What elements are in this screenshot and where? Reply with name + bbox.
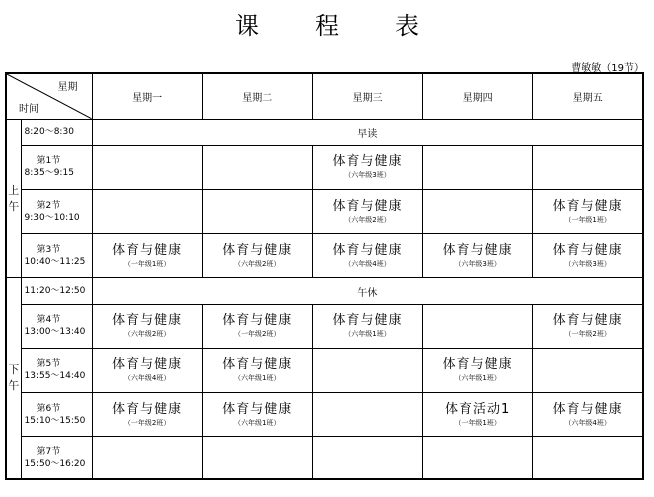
period-row [6, 190, 643, 234]
course-name: 体育与健康 [222, 242, 293, 258]
corner-cell [6, 73, 92, 119]
schedule-cell [92, 190, 202, 234]
period-name: 第4节 [36, 315, 61, 326]
page-title [0, 6, 654, 41]
period-row [6, 437, 643, 479]
am-char: 午 [8, 199, 20, 213]
schedule-cell [312, 348, 422, 392]
period-time: 15:10～15:50 [24, 415, 86, 426]
time-cell [21, 278, 92, 304]
class-name: （一年级1班） [454, 418, 501, 427]
period-name: 第7节 [36, 446, 61, 457]
pm-char: 下 [8, 363, 20, 377]
day-header: 星期一 [92, 73, 202, 119]
course-name: 体育与健康 [552, 401, 623, 417]
course-name: 体育与健康 [112, 242, 183, 258]
course-name: 体育与健康 [332, 313, 403, 329]
period-row [6, 234, 643, 278]
class-name: （六年级4班） [123, 374, 171, 383]
course-name: 体育与健康 [222, 401, 293, 417]
schedule-cell [202, 190, 312, 234]
course-name: 体育与健康 [112, 357, 183, 373]
class-name: （一年级2班） [564, 330, 611, 339]
day-header: 星期三 [312, 73, 422, 119]
schedule-cell [312, 304, 422, 348]
class-name: （一年级1班） [564, 215, 611, 224]
course-name: 体育与健康 [222, 357, 293, 373]
period-cell [21, 304, 92, 348]
class-name: （六年级2班） [123, 330, 171, 339]
schedule-cell [533, 190, 643, 234]
noon-break-label: 午休 [92, 278, 643, 304]
week-label: 星期 [57, 82, 78, 93]
pm-label [6, 278, 21, 479]
schedule-cell [312, 437, 422, 479]
schedule-cell [202, 437, 312, 479]
class-name: （一年级2班） [123, 418, 171, 427]
course-name: 体育与健康 [112, 401, 183, 417]
period-time: 10:40～11:25 [24, 256, 86, 267]
schedule-table [5, 72, 644, 480]
schedule-cell [533, 392, 643, 436]
period-cell [21, 190, 92, 234]
period-row [6, 348, 643, 392]
period-name: 第3节 [36, 244, 61, 255]
day-header: 星期四 [423, 73, 533, 119]
schedule-cell [312, 392, 422, 436]
schedule-cell [202, 392, 312, 436]
course-name: 体育与健康 [442, 357, 513, 373]
schedule-cell [423, 437, 533, 479]
class-name: （六年级3班） [454, 259, 501, 268]
class-name: （六年级1班） [234, 418, 281, 427]
schedule-cell [312, 234, 422, 278]
course-name: 体育与健康 [332, 242, 403, 258]
day-header: 星期五 [533, 73, 643, 119]
schedule-cell [202, 348, 312, 392]
schedule-cell [423, 304, 533, 348]
schedule-cell [202, 304, 312, 348]
period-cell [21, 145, 92, 189]
schedule-cell [423, 145, 533, 189]
period-row [6, 145, 643, 189]
class-name: （六年级1班） [454, 374, 501, 383]
course-name: 体育活动1 [445, 401, 511, 417]
class-name: （六年级1班） [234, 374, 281, 383]
schedule-cell [423, 348, 533, 392]
pm-char: 午 [8, 379, 20, 393]
course-name: 体育与健康 [112, 313, 183, 329]
schedule-cell [423, 392, 533, 436]
period-cell [21, 348, 92, 392]
course-name: 体育与健康 [552, 242, 623, 258]
schedule-cell [202, 145, 312, 189]
schedule-cell [92, 392, 202, 436]
schedule-cell [533, 437, 643, 479]
period-name: 第6节 [36, 403, 61, 414]
period-cell [21, 392, 92, 436]
course-name: 体育与健康 [552, 313, 623, 329]
schedule-cell [92, 437, 202, 479]
class-name: （六年级3班） [564, 259, 611, 268]
schedule-cell [423, 190, 533, 234]
header-row [6, 73, 643, 119]
period-row [6, 304, 643, 348]
am-label [6, 119, 21, 278]
time-cell [21, 119, 92, 145]
period-row [6, 392, 643, 436]
period-name: 第5节 [36, 359, 61, 370]
course-name: 体育与健康 [552, 198, 623, 214]
morning-reading-label: 早读 [92, 119, 643, 145]
noon-break-row [6, 278, 643, 304]
schedule-cell [423, 234, 533, 278]
schedule-cell [533, 145, 643, 189]
title-char: 课 [235, 12, 259, 40]
day-header: 星期二 [202, 73, 312, 119]
morning-reading-row [6, 119, 643, 145]
course-name: 体育与健康 [222, 313, 293, 329]
title-char: 程 [315, 12, 339, 40]
period-cell [21, 234, 92, 278]
course-name: 体育与健康 [332, 154, 403, 170]
class-name: （六年级3班） [344, 171, 391, 180]
schedule-cell [533, 304, 643, 348]
schedule-cell [533, 234, 643, 278]
schedule-cell [92, 304, 202, 348]
schedule-cell [92, 348, 202, 392]
class-name: （一年级2班） [234, 330, 281, 339]
schedule-cell [533, 348, 643, 392]
time-label: 时间 [19, 103, 39, 115]
period-time: 15:50～16:20 [24, 458, 86, 469]
class-name: （六年级1班） [344, 330, 391, 339]
title-char: 表 [395, 12, 419, 40]
time-range: 11:20～12:50 [24, 286, 86, 297]
schedule-cell [202, 234, 312, 278]
schedule-cell [92, 234, 202, 278]
period-time: 13:55～14:40 [24, 371, 86, 382]
class-name: （六年级2班） [344, 215, 391, 224]
class-name: （一年级1班） [123, 259, 171, 268]
period-name: 第1节 [36, 156, 61, 167]
period-name: 第2节 [36, 200, 61, 211]
time-range: 8:20～8:30 [24, 127, 74, 138]
class-name: （六年级2班） [234, 259, 281, 268]
period-cell [21, 437, 92, 479]
class-name: （六年级4班） [344, 259, 391, 268]
course-name: 体育与健康 [442, 242, 513, 258]
period-time: 9:30～10:10 [24, 212, 80, 223]
teacher-label: 曹敏敏（19节） [571, 63, 644, 74]
schedule-cell [92, 145, 202, 189]
schedule-cell [312, 145, 422, 189]
period-time: 8:35～9:15 [24, 168, 74, 179]
period-time: 13:00～13:40 [24, 327, 86, 338]
am-char: 上 [8, 183, 20, 197]
class-name: （六年级4班） [564, 418, 611, 427]
course-name: 体育与健康 [332, 198, 403, 214]
schedule-cell [312, 190, 422, 234]
